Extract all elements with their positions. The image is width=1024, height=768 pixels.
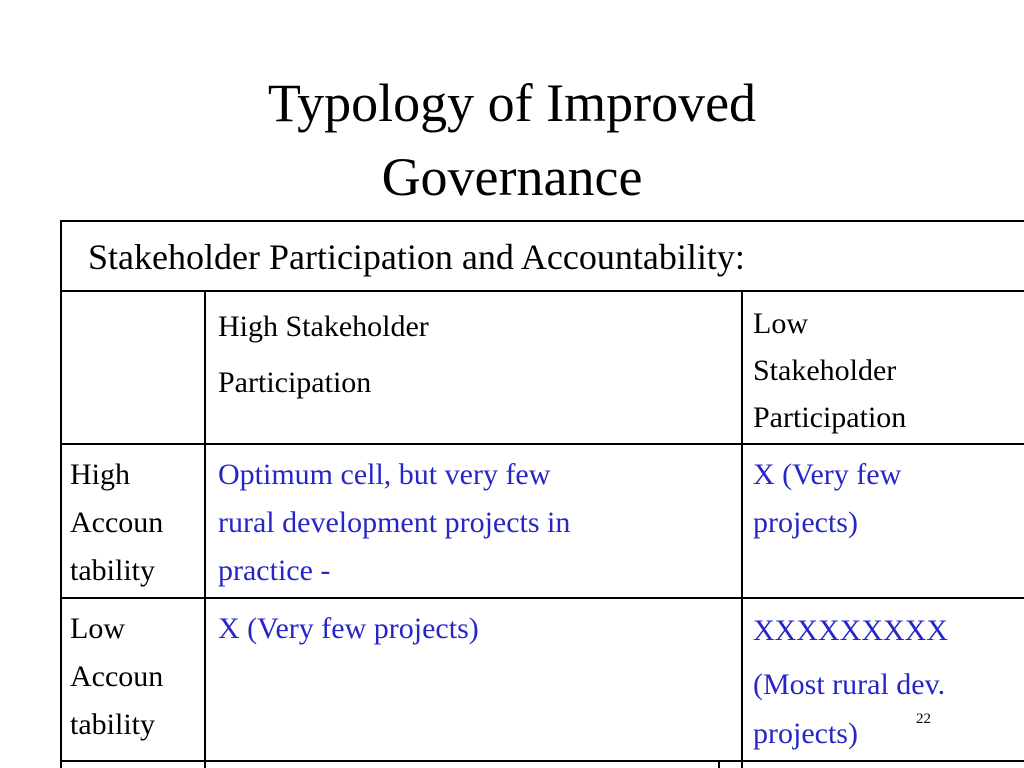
- row-label-line: tability: [70, 554, 155, 587]
- slide-title-line-1: Typology of Improved: [267, 73, 757, 133]
- cell-low-accountability-low-participation: [753, 605, 948, 755]
- row-label-line: Low: [70, 612, 125, 645]
- column-header-high-participation: [218, 299, 429, 411]
- row-label-line: Accoun: [70, 506, 164, 539]
- column-header-low-participation: [753, 300, 906, 441]
- table-divider-label-column: [204, 290, 206, 768]
- cell-line: projects): [753, 506, 858, 539]
- column-header-line: Participation: [218, 366, 372, 399]
- cell-line: projects): [753, 717, 858, 750]
- cell-line: X (Very few: [753, 458, 902, 491]
- table-header: Stakeholder Participation and Accountability:: [88, 237, 745, 277]
- cell-line: practice -: [218, 554, 331, 587]
- row-label-line: Accoun: [70, 660, 164, 693]
- cell-line: (Most rural dev.: [753, 668, 946, 701]
- column-header-line: Low: [753, 307, 808, 340]
- cell-line: X (Very few projects): [218, 612, 479, 645]
- row-label-line: tability: [70, 708, 155, 741]
- cell-line: Optimum cell, but very few: [218, 458, 551, 491]
- table-border-top: [60, 220, 1024, 222]
- cell-high-accountability-low-participation: [753, 451, 901, 547]
- column-header-line: High Stakeholder: [218, 310, 429, 343]
- slide-number: 22: [916, 711, 931, 727]
- table-divider-value-column: [741, 290, 743, 768]
- row-label-low-accountability: [70, 605, 163, 749]
- row-label-line: High: [70, 458, 130, 491]
- cell-low-accountability-high-participation: [218, 605, 479, 653]
- column-header-line: Stakeholder: [753, 354, 897, 387]
- cell-line: XXXXXXXXX: [753, 614, 948, 647]
- row-label-high-accountability: [70, 451, 163, 595]
- cell-line: rural development projects in: [218, 506, 571, 539]
- table-border-left: [60, 220, 62, 768]
- cell-high-accountability-high-participation: [218, 451, 570, 595]
- slide-title: [0, 66, 1024, 214]
- column-header-line: Participation: [753, 401, 907, 434]
- slide-title-line-2: Governance: [381, 147, 643, 207]
- table-stub-line: [718, 760, 720, 768]
